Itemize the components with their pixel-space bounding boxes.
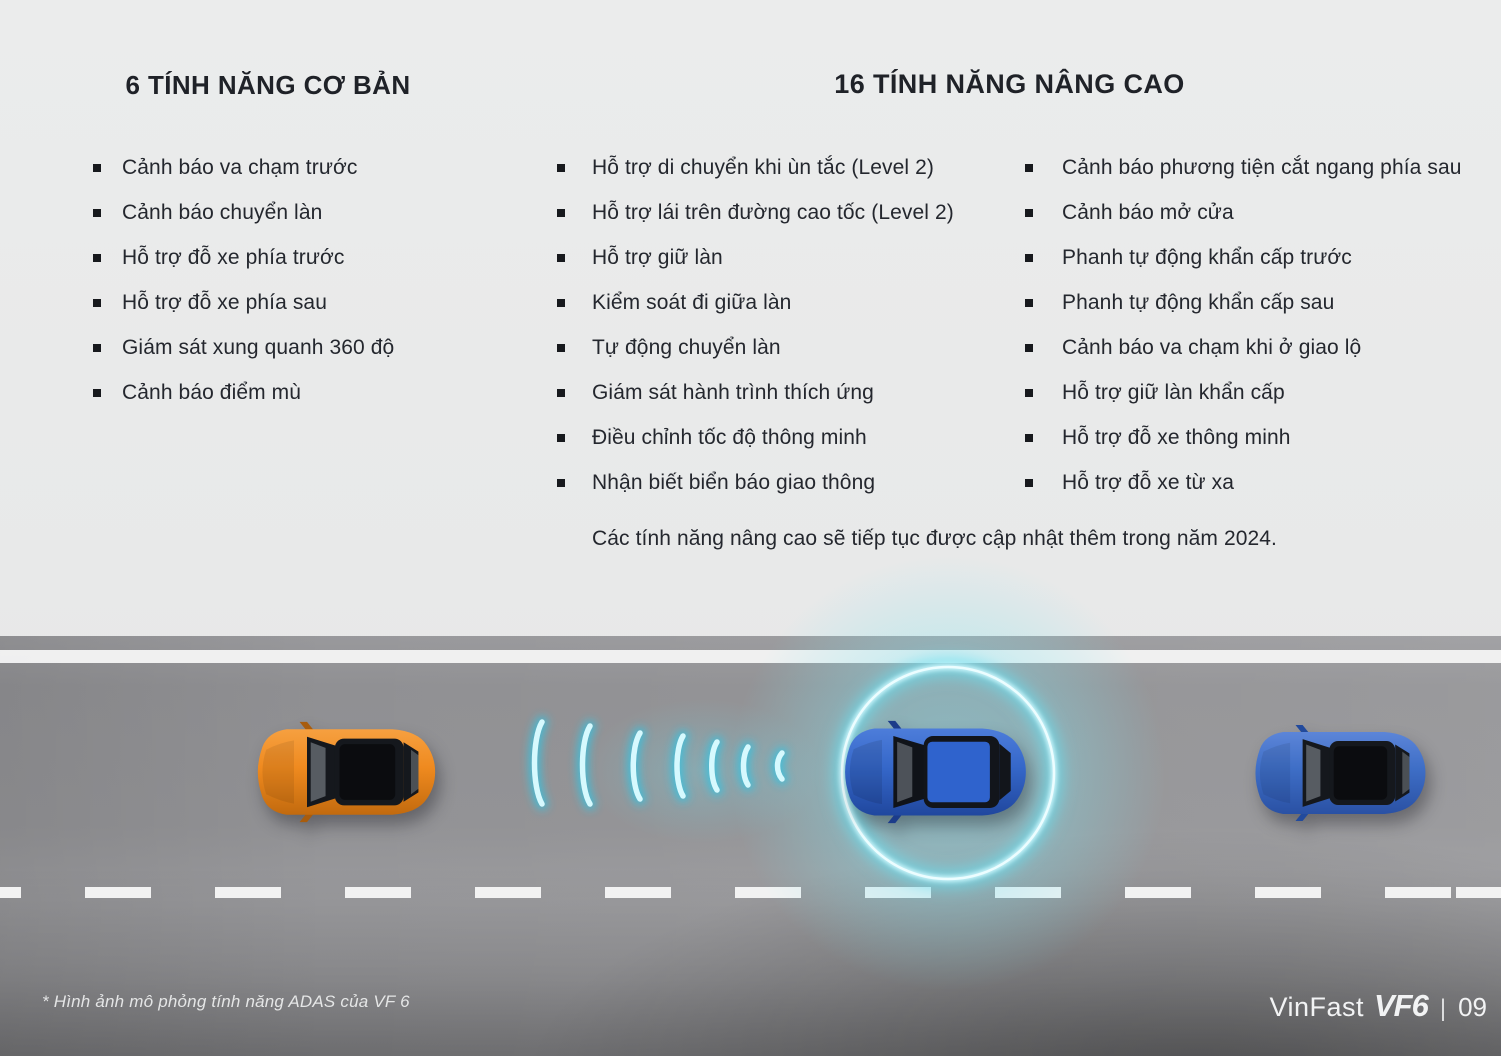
road-illustration <box>0 636 1501 1056</box>
feature-item-label: Hỗ trợ đỗ xe phía trước <box>122 245 345 269</box>
bullet-square-icon <box>557 479 565 487</box>
feature-item <box>93 325 394 370</box>
feature-item-label: Giám sát xung quanh 360 độ <box>122 335 395 359</box>
feature-item <box>557 325 954 370</box>
feature-item-label: Cảnh báo va chạm khi ở giao lộ <box>1062 335 1362 359</box>
feature-item <box>557 370 954 415</box>
page-number: 09 <box>1458 992 1487 1022</box>
feature-item-label: Hỗ trợ di chuyển khi ùn tắc (Level 2) <box>592 155 934 179</box>
feature-item <box>1025 370 1462 415</box>
feature-item <box>1025 460 1462 505</box>
bullet-square-icon <box>557 209 565 217</box>
advanced-features-note: Các tính năng nâng cao sẽ tiếp tục được cập nhật thêm trong năm 2024. <box>592 527 1277 550</box>
feature-item-label: Kiểm soát đi giữa làn <box>592 290 792 314</box>
feature-item-label: Nhận biết biển báo giao thông <box>592 470 876 494</box>
feature-item <box>93 190 394 235</box>
orange-car <box>253 720 439 824</box>
footer-disclaimer: * Hình ảnh mô phỏng tính năng ADAS của VF 6 <box>42 992 410 1011</box>
feature-item-label: Phanh tự động khẩn cấp trước <box>1062 245 1352 269</box>
feature-item <box>93 280 394 325</box>
feature-item-label: Phanh tự động khẩn cấp sau <box>1062 290 1335 314</box>
feature-item-label: Hỗ trợ giữ làn <box>592 245 723 269</box>
advanced-features-list-1 <box>557 145 954 505</box>
bullet-square-icon <box>1025 434 1033 442</box>
bullet-square-icon <box>1025 389 1033 397</box>
feature-item-label: Cảnh báo chuyển làn <box>122 200 323 224</box>
basic-features-title: 6 TÍNH NĂNG CƠ BẢN <box>125 70 411 100</box>
feature-item <box>1025 145 1462 190</box>
footer-separator: | <box>1439 995 1447 1022</box>
feature-item-label: Hỗ trợ lái trên đường cao tốc (Level 2) <box>592 200 954 224</box>
bullet-square-icon <box>1025 209 1033 217</box>
feature-item-label: Cảnh báo mở cửa <box>1062 200 1234 224</box>
bullet-square-icon <box>1025 254 1033 262</box>
feature-item-label: Hỗ trợ giữ làn khẩn cấp <box>1062 380 1285 404</box>
feature-item-label: Cảnh báo điểm mù <box>122 380 302 404</box>
feature-item-label: Cảnh báo phương tiện cắt ngang phía sau <box>1062 155 1462 179</box>
bullet-square-icon <box>557 164 565 172</box>
bullet-square-icon <box>557 434 565 442</box>
feature-item <box>557 190 954 235</box>
bullet-square-icon <box>557 389 565 397</box>
feature-item <box>557 280 954 325</box>
feature-item-label: Giám sát hành trình thích ứng <box>592 380 874 404</box>
bullet-square-icon <box>557 254 565 262</box>
feature-item <box>1025 190 1462 235</box>
feature-item <box>1025 280 1462 325</box>
brand-logo: VinFast <box>1269 992 1364 1022</box>
radar-waves <box>500 662 820 884</box>
ego-car <box>840 719 1030 825</box>
bullet-square-icon <box>93 344 101 352</box>
bullet-square-icon <box>93 209 101 217</box>
basic-features-list <box>93 145 394 415</box>
blue-car <box>1251 723 1429 823</box>
lane-dashed-line <box>0 887 1501 898</box>
feature-item <box>557 460 954 505</box>
feature-item <box>93 370 394 415</box>
feature-item <box>1025 415 1462 460</box>
feature-item-label: Tự động chuyển làn <box>592 335 781 359</box>
feature-item <box>557 415 954 460</box>
feature-item-label: Hỗ trợ đỗ xe từ xa <box>1062 470 1235 494</box>
bullet-square-icon <box>1025 344 1033 352</box>
advanced-features-title: 16 TÍNH NĂNG NÂNG CAO <box>834 69 1185 99</box>
bullet-square-icon <box>93 299 101 307</box>
feature-item <box>557 145 954 190</box>
bullet-square-icon <box>1025 164 1033 172</box>
feature-item-label: Cảnh báo va chạm trước <box>122 155 358 179</box>
feature-item-label: Điều chỉnh tốc độ thông minh <box>592 425 867 449</box>
bullet-square-icon <box>93 254 101 262</box>
feature-item <box>93 145 394 190</box>
feature-item <box>1025 325 1462 370</box>
bullet-square-icon <box>93 164 101 172</box>
bullet-square-icon <box>93 389 101 397</box>
advanced-features-list-2 <box>1025 145 1462 505</box>
footer-brand-row <box>1269 988 1487 1024</box>
feature-item <box>1025 235 1462 280</box>
bullet-square-icon <box>1025 299 1033 307</box>
feature-item <box>93 235 394 280</box>
bullet-square-icon <box>1025 479 1033 487</box>
feature-item-label: Hỗ trợ đỗ xe phía sau <box>122 290 327 314</box>
bullet-square-icon <box>557 344 565 352</box>
feature-item <box>557 235 954 280</box>
feature-item-label: Hỗ trợ đỗ xe thông minh <box>1062 425 1291 449</box>
model-logo: VF6 <box>1373 988 1428 1023</box>
bullet-square-icon <box>557 299 565 307</box>
